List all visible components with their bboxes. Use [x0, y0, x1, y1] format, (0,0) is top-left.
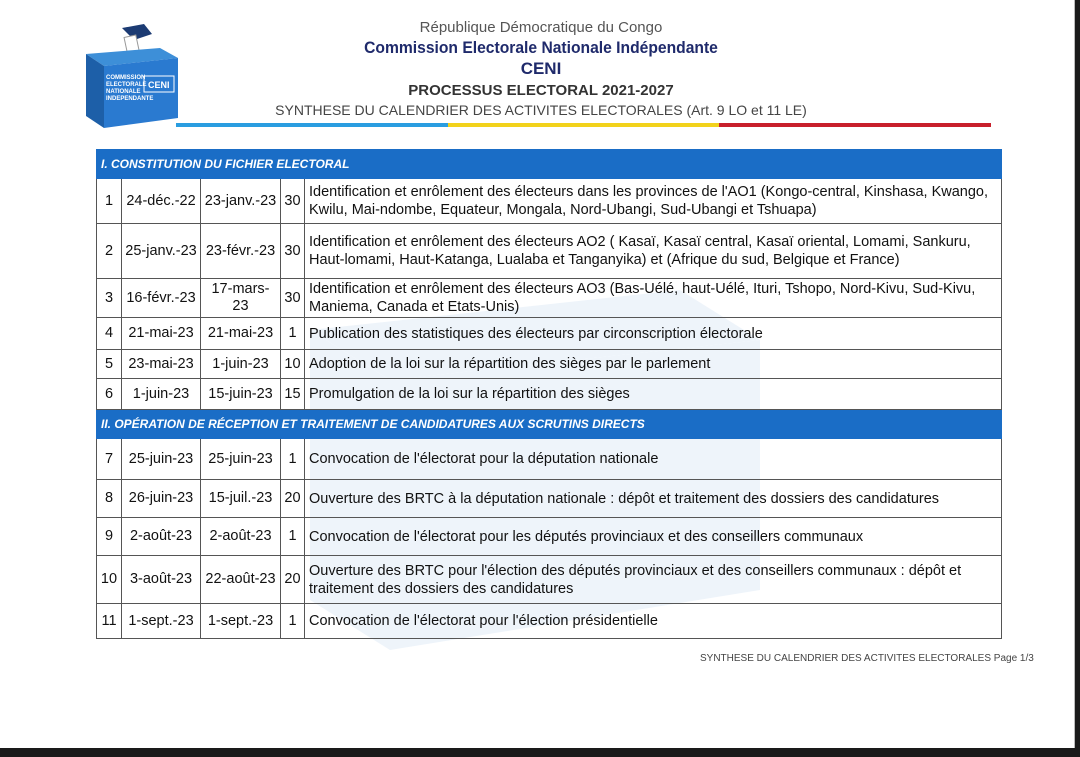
- logo-line-1: COMMISSION: [106, 75, 146, 81]
- synthesis-subtitle: SYNTHESE DU CALENDRIER DES ACTIVITES ELECTORALES (Art. 9 LO et 11 LE): [275, 102, 807, 118]
- section-header: [97, 410, 1002, 439]
- flag-blue-segment: [176, 123, 448, 127]
- logo-line-2: ELECTORALE: [106, 82, 147, 88]
- end-date: 21-mai-23: [201, 318, 281, 350]
- ceni-acronym: CENI: [520, 59, 562, 78]
- logo-line-3: NATIONALE: [106, 89, 141, 95]
- start-date: 1-juin-23: [122, 379, 201, 410]
- activity-description: Identification et enrôlement des électeurs dans les provinces de l'AO1 (Kongo-central, Kinshasa, Kwango, Kwilu, Mai-ndombe, Equateur, Mongala, Nord-Ubangi, Sud-Ubangi et Tshuapa): [305, 179, 1002, 224]
- box-side: [86, 54, 104, 128]
- start-date: 21-mai-23: [122, 318, 201, 350]
- ceni-logo: [82, 24, 182, 130]
- activity-description: Identification et enrôlement des électeurs AO3 (Bas-Uélé, haut-Uélé, Ituri, Tshopo, Nord-Kivu, Sud-Kivu, Maniema, Canada et Etats-Unis): [305, 279, 1002, 318]
- end-date: 15-juin-23: [201, 379, 281, 410]
- row-number: 2: [97, 224, 122, 279]
- duration-days: 1: [281, 604, 305, 639]
- table-row: [97, 224, 1002, 279]
- commission-title: Commission Electorale Nationale Indépendante: [364, 38, 718, 57]
- section-title: II. OPÉRATION DE RÉCEPTION ET TRAITEMENT DE CANDIDATURES AUX SCRUTINS DIRECTS: [97, 410, 1002, 439]
- table-row: [97, 350, 1002, 379]
- duration-days: 15: [281, 379, 305, 410]
- row-number: 5: [97, 350, 122, 379]
- flag-red-segment: [719, 123, 991, 127]
- row-number: 11: [97, 604, 122, 639]
- end-date: 23-févr.-23: [201, 224, 281, 279]
- end-date: 23-janv.-23: [201, 179, 281, 224]
- page-footer: SYNTHESE DU CALENDRIER DES ACTIVITES ELECTORALES Page 1/3: [700, 653, 1034, 664]
- duration-days: 10: [281, 350, 305, 379]
- start-date: 26-juin-23: [122, 480, 201, 518]
- start-date: 24-déc.-22: [122, 179, 201, 224]
- document-header: [170, 18, 912, 119]
- table-row: [97, 179, 1002, 224]
- republic-title: République Démocratique du Congo: [419, 19, 663, 36]
- activity-description: Convocation de l'électorat pour l'élection présidentielle: [305, 604, 1002, 639]
- start-date: 16-févr.-23: [122, 279, 201, 318]
- logo-line-4: INDEPENDANTE: [106, 96, 154, 102]
- table-row: [97, 439, 1002, 480]
- duration-days: 1: [281, 318, 305, 350]
- process-title: PROCESSUS ELECTORAL 2021-2027: [408, 82, 674, 99]
- flag-yellow-segment: [448, 123, 720, 127]
- row-number: 4: [97, 318, 122, 350]
- duration-days: 30: [281, 279, 305, 318]
- electoral-calendar-table: [96, 149, 1002, 639]
- activity-description: Adoption de la loi sur la répartition des sièges par le parlement: [305, 350, 1002, 379]
- end-date: 25-juin-23: [201, 439, 281, 480]
- start-date: 25-janv.-23: [122, 224, 201, 279]
- row-number: 7: [97, 439, 122, 480]
- end-date: 1-sept.-23: [201, 604, 281, 639]
- table-row: [97, 480, 1002, 518]
- section-title: I. CONSTITUTION DU FICHIER ELECTORAL: [97, 150, 1002, 179]
- start-date: 3-août-23: [122, 556, 201, 604]
- table-row: [97, 518, 1002, 556]
- duration-days: 1: [281, 439, 305, 480]
- activity-description: Publication des statistiques des électeurs par circonscription électorale: [305, 318, 1002, 350]
- table-row: [97, 604, 1002, 639]
- flag-color-bar: [176, 123, 991, 127]
- activity-description: Ouverture des BRTC à la députation nationale : dépôt et traitement des dossiers des candidatures: [305, 480, 1002, 518]
- start-date: 2-août-23: [122, 518, 201, 556]
- table-row: [97, 279, 1002, 318]
- duration-days: 20: [281, 480, 305, 518]
- start-date: 1-sept.-23: [122, 604, 201, 639]
- activity-description: Ouverture des BRTC pour l'élection des députés provinciaux et des conseillers communaux : dépôt et traitement des dossiers des candidatures: [305, 556, 1002, 604]
- row-number: 10: [97, 556, 122, 604]
- activity-description: Promulgation de la loi sur la répartition des sièges: [305, 379, 1002, 410]
- duration-days: 1: [281, 518, 305, 556]
- section-header: [97, 150, 1002, 179]
- duration-days: 20: [281, 556, 305, 604]
- row-number: 3: [97, 279, 122, 318]
- end-date: 1-juin-23: [201, 350, 281, 379]
- table-row: [97, 318, 1002, 350]
- end-date: 17-mars-23: [201, 279, 281, 318]
- row-number: 9: [97, 518, 122, 556]
- duration-days: 30: [281, 224, 305, 279]
- table-row: [97, 556, 1002, 604]
- row-number: 1: [97, 179, 122, 224]
- end-date: 15-juil.-23: [201, 480, 281, 518]
- start-date: 25-juin-23: [122, 439, 201, 480]
- start-date: 23-mai-23: [122, 350, 201, 379]
- activity-description: Convocation de l'électorat pour les députés provinciaux et des conseillers communaux: [305, 518, 1002, 556]
- duration-days: 30: [281, 179, 305, 224]
- logo-badge: CENI: [148, 80, 170, 90]
- end-date: 22-août-23: [201, 556, 281, 604]
- row-number: 6: [97, 379, 122, 410]
- activity-description: Convocation de l'électorat pour la députation nationale: [305, 439, 1002, 480]
- end-date: 2-août-23: [201, 518, 281, 556]
- activity-description: Identification et enrôlement des électeurs AO2 ( Kasaï, Kasaï central, Kasaï oriental, Lomami, Sankuru, Haut-lomami, Haut-Katanga, Lualaba et Tanganyika) et (Afrique du sud, Belgique et France): [305, 224, 1002, 279]
- table-row: [97, 379, 1002, 410]
- row-number: 8: [97, 480, 122, 518]
